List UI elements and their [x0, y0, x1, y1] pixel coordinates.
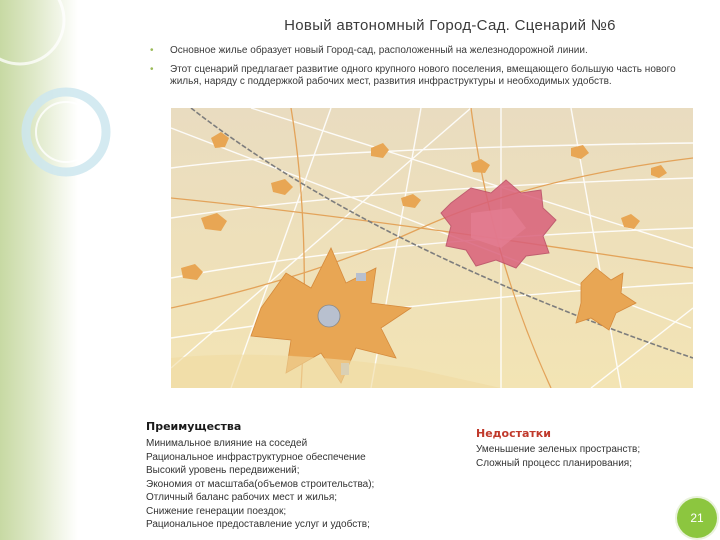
aerial-settlement-map	[171, 108, 693, 388]
disadvantage-item: Сложный процесс планирования;	[476, 457, 632, 469]
bullet-item	[150, 45, 690, 57]
advantage-item: Рациональное предоставление услуг и удобств;	[146, 519, 370, 530]
advantages-block	[146, 420, 466, 532]
advantage-item: Высокий уровень передвижений;	[146, 465, 300, 476]
advantage-item: Экономия от масштаба(объемов строительства);	[146, 478, 375, 490]
disadvantages-block	[476, 427, 706, 470]
disadvantage-item: Уменьшение зеленых пространств;	[476, 444, 641, 455]
decorative-rings	[0, 0, 130, 200]
bullet-item	[150, 64, 690, 88]
page-number-badge	[677, 498, 717, 538]
advantage-item: Рациональное инфраструктурное обеспечение	[146, 451, 366, 463]
slide-title: Новый автономный Город-Сад. Сценарий №6	[284, 17, 616, 34]
bullet-dot-icon: •	[150, 64, 154, 75]
page-number: 21	[690, 511, 704, 525]
advantages-heading: Преимущества	[146, 420, 242, 433]
advantage-item: Отличный баланс рабочих мест и жилья;	[146, 492, 338, 503]
bullet-text: Основное жилье образует новый Город-сад, расположенный на железнодорожной линии.	[170, 45, 588, 56]
advantage-item: Минимальное влияние на соседей	[146, 438, 308, 449]
advantage-item: Снижение генерации поездок;	[146, 505, 287, 517]
disadvantages-heading: Недостатки	[476, 427, 551, 440]
bullet-list	[150, 45, 690, 95]
bullet-text: Этот сценарий предлагает развитие одного крупного нового поселения, вмещающего большую часть нового жилья, наряду с поддержкой рабочих мест, развития инфраструктуры и необходимых удобств.	[170, 64, 676, 87]
bullet-dot-icon: •	[150, 45, 154, 56]
